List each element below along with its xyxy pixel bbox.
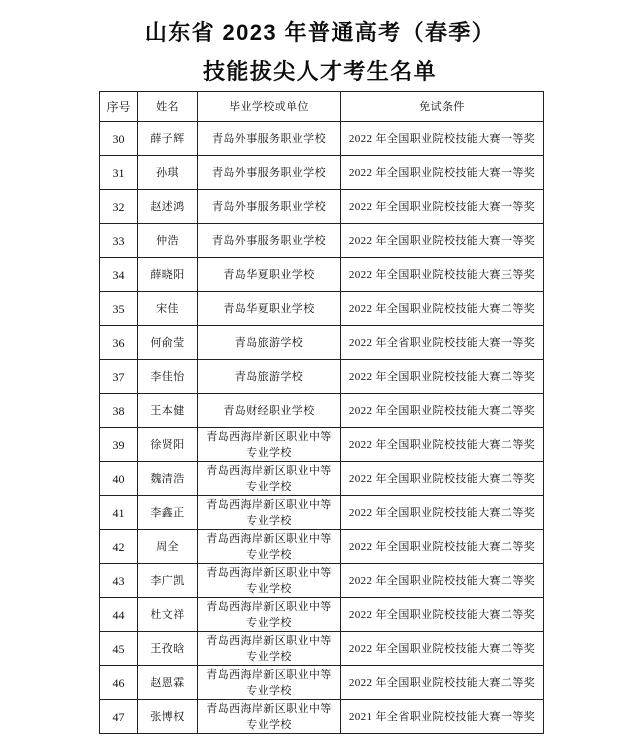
row-number-cell — [100, 156, 138, 190]
table-row — [100, 360, 544, 394]
table-row — [100, 530, 544, 564]
student-name: 宋佳 — [156, 302, 179, 315]
school-name-cell — [198, 632, 341, 666]
exemption-condition: 2022 年全国职业院校技能大赛二等奖 — [348, 506, 536, 519]
header-exemption-condition — [341, 92, 544, 122]
header-row-number — [100, 92, 138, 122]
school-name: 青岛西海岸新区职业中等专业学校 — [206, 634, 332, 663]
school-name-cell — [198, 326, 341, 360]
exemption-condition: 2022 年全国职业院校技能大赛一等奖 — [348, 166, 536, 179]
student-name-cell — [138, 394, 198, 428]
row-number: 45 — [112, 641, 125, 656]
row-number-cell — [100, 360, 138, 394]
exemption-condition: 2022 年全国职业院校技能大赛二等奖 — [348, 404, 536, 417]
table-row — [100, 700, 544, 734]
row-number-cell — [100, 564, 138, 598]
student-name: 赵述鸿 — [150, 200, 185, 213]
exemption-condition-cell — [341, 530, 544, 564]
student-name-cell — [138, 632, 198, 666]
student-name-cell — [138, 428, 198, 462]
table-body — [100, 122, 544, 734]
table-row — [100, 632, 544, 666]
school-name: 青岛外事服务职业学校 — [212, 234, 326, 247]
school-name-cell — [198, 156, 341, 190]
table-row — [100, 156, 544, 190]
table-header-row — [100, 92, 544, 122]
exemption-condition-cell — [341, 666, 544, 700]
row-number-cell — [100, 598, 138, 632]
exemption-condition-cell — [341, 496, 544, 530]
student-name-cell — [138, 598, 198, 632]
table-row — [100, 292, 544, 326]
document-title-line-1: 山东省 2023 年普通高考（春季） — [144, 20, 496, 45]
row-number-cell — [100, 700, 138, 734]
exemption-condition: 2021 年全省职业院校技能大赛一等奖 — [348, 710, 536, 723]
table-row — [100, 122, 544, 156]
school-name-cell — [198, 360, 341, 394]
school-name: 青岛西海岸新区职业中等专业学校 — [206, 702, 332, 731]
student-name: 何俞莹 — [150, 336, 185, 349]
exemption-condition: 2022 年全国职业院校技能大赛一等奖 — [348, 200, 536, 213]
table-row — [100, 394, 544, 428]
exemption-condition-cell — [341, 632, 544, 666]
exemption-condition: 2022 年全国职业院校技能大赛一等奖 — [348, 132, 536, 145]
exemption-condition-cell — [341, 292, 544, 326]
student-name: 薛子辉 — [150, 132, 185, 145]
school-name-cell — [198, 496, 341, 530]
table-row — [100, 598, 544, 632]
school-name-cell — [198, 190, 341, 224]
student-name: 魏清浩 — [150, 472, 185, 485]
exemption-condition: 2022 年全国职业院校技能大赛三等奖 — [348, 268, 536, 281]
school-name: 青岛外事服务职业学校 — [212, 132, 326, 145]
row-number-cell — [100, 462, 138, 496]
table-row — [100, 564, 544, 598]
row-number-cell — [100, 496, 138, 530]
exemption-condition-cell — [341, 462, 544, 496]
document-title-line-2: 技能拔尖人才考生名单 — [202, 59, 437, 84]
student-name: 王孜晗 — [150, 642, 185, 655]
header-exemption-condition-label: 免试条件 — [419, 100, 465, 113]
student-name-cell — [138, 122, 198, 156]
student-name: 李鑫正 — [150, 506, 185, 519]
table-row — [100, 326, 544, 360]
table-row — [100, 666, 544, 700]
row-number-cell — [100, 666, 138, 700]
row-number: 40 — [112, 471, 125, 486]
row-number: 43 — [112, 573, 125, 588]
row-number-cell — [100, 530, 138, 564]
student-name-cell — [138, 496, 198, 530]
header-row-number-label: 序号 — [106, 99, 131, 114]
student-name-cell — [138, 224, 198, 258]
student-name-cell — [138, 462, 198, 496]
exemption-condition-cell — [341, 326, 544, 360]
student-name: 徐贤阳 — [150, 438, 185, 451]
header-school-name — [198, 92, 341, 122]
school-name-cell — [198, 122, 341, 156]
school-name: 青岛西海岸新区职业中等专业学校 — [206, 430, 332, 459]
school-name: 青岛外事服务职业学校 — [212, 166, 326, 179]
row-number: 44 — [112, 607, 125, 622]
table-row — [100, 224, 544, 258]
row-number: 32 — [112, 199, 125, 214]
row-number: 37 — [112, 369, 125, 384]
school-name: 青岛华夏职业学校 — [223, 302, 315, 315]
school-name: 青岛西海岸新区职业中等专业学校 — [206, 668, 332, 697]
table-row — [100, 190, 544, 224]
school-name: 青岛华夏职业学校 — [223, 268, 315, 281]
table-row — [100, 428, 544, 462]
row-number: 35 — [112, 301, 125, 316]
header-student-name — [138, 92, 198, 122]
school-name: 青岛旅游学校 — [234, 336, 304, 349]
student-name: 薛晓阳 — [150, 268, 185, 281]
row-number-cell — [100, 326, 138, 360]
student-name-cell — [138, 700, 198, 734]
school-name-cell — [198, 598, 341, 632]
header-student-name-label: 姓名 — [156, 100, 179, 113]
row-number: 46 — [112, 675, 125, 690]
exemption-condition-cell — [341, 360, 544, 394]
school-name: 青岛西海岸新区职业中等专业学校 — [206, 566, 332, 595]
school-name: 青岛西海岸新区职业中等专业学校 — [206, 464, 332, 493]
student-name-cell — [138, 326, 198, 360]
exemption-condition-cell — [341, 564, 544, 598]
row-number: 34 — [112, 267, 125, 282]
exemption-condition: 2022 年全国职业院校技能大赛二等奖 — [348, 302, 536, 315]
exemption-condition-cell — [341, 598, 544, 632]
exemption-condition: 2022 年全国职业院校技能大赛二等奖 — [348, 574, 536, 587]
student-name: 张博权 — [150, 710, 185, 723]
row-number-cell — [100, 292, 138, 326]
school-name: 青岛外事服务职业学校 — [212, 200, 326, 213]
school-name-cell — [198, 700, 341, 734]
exemption-condition: 2022 年全国职业院校技能大赛一等奖 — [348, 234, 536, 247]
school-name: 青岛西海岸新区职业中等专业学校 — [206, 532, 332, 561]
school-name: 青岛财经职业学校 — [223, 404, 315, 417]
exemption-condition: 2022 年全国职业院校技能大赛二等奖 — [348, 438, 536, 451]
exemption-condition-cell — [341, 700, 544, 734]
student-name: 杜文祥 — [150, 608, 185, 621]
school-name-cell — [198, 224, 341, 258]
school-name-cell — [198, 292, 341, 326]
student-name: 周全 — [156, 540, 179, 553]
student-name-cell — [138, 360, 198, 394]
exemption-condition-cell — [341, 224, 544, 258]
exemption-condition: 2022 年全国职业院校技能大赛二等奖 — [348, 676, 536, 689]
table-row — [100, 462, 544, 496]
exemption-condition: 2022 年全国职业院校技能大赛二等奖 — [348, 608, 536, 621]
exemption-condition-cell — [341, 190, 544, 224]
row-number: 31 — [112, 165, 125, 180]
student-name-cell — [138, 666, 198, 700]
school-name-cell — [198, 666, 341, 700]
student-name-cell — [138, 292, 198, 326]
student-name-cell — [138, 156, 198, 190]
school-name-cell — [198, 462, 341, 496]
exemption-condition-cell — [341, 394, 544, 428]
row-number-cell — [100, 258, 138, 292]
exemption-condition: 2022 年全国职业院校技能大赛二等奖 — [348, 370, 536, 383]
row-number: 36 — [112, 335, 125, 350]
student-name: 仲浩 — [156, 234, 179, 247]
row-number: 42 — [112, 539, 125, 554]
candidate-table — [99, 91, 544, 734]
row-number: 33 — [112, 233, 125, 248]
school-name-cell — [198, 394, 341, 428]
row-number: 41 — [112, 505, 125, 520]
student-name: 王本健 — [150, 404, 185, 417]
student-name: 李广凯 — [150, 574, 185, 587]
school-name: 青岛西海岸新区职业中等专业学校 — [206, 498, 332, 527]
row-number-cell — [100, 122, 138, 156]
row-number-cell — [100, 632, 138, 666]
exemption-condition: 2022 年全国职业院校技能大赛二等奖 — [348, 540, 536, 553]
row-number-cell — [100, 224, 138, 258]
student-name-cell — [138, 530, 198, 564]
student-name: 孙琪 — [156, 166, 179, 179]
school-name-cell — [198, 530, 341, 564]
exemption-condition: 2022 年全国职业院校技能大赛二等奖 — [348, 642, 536, 655]
exemption-condition-cell — [341, 428, 544, 462]
row-number: 39 — [112, 437, 125, 452]
exemption-condition: 2022 年全国职业院校技能大赛二等奖 — [348, 472, 536, 485]
table-row — [100, 496, 544, 530]
student-name: 李佳怡 — [150, 370, 185, 383]
table-row — [100, 258, 544, 292]
row-number-cell — [100, 428, 138, 462]
exemption-condition-cell — [341, 258, 544, 292]
row-number-cell — [100, 190, 138, 224]
row-number: 47 — [112, 709, 125, 724]
school-name-cell — [198, 564, 341, 598]
school-name-cell — [198, 428, 341, 462]
student-name-cell — [138, 190, 198, 224]
school-name-cell — [198, 258, 341, 292]
student-name-cell — [138, 258, 198, 292]
row-number-cell — [100, 394, 138, 428]
header-school-name-label: 毕业学校或单位 — [229, 100, 309, 113]
row-number: 38 — [112, 403, 125, 418]
school-name: 青岛旅游学校 — [234, 370, 304, 383]
exemption-condition: 2022 年全省职业院校技能大赛一等奖 — [348, 336, 536, 349]
exemption-condition-cell — [341, 122, 544, 156]
exemption-condition-cell — [341, 156, 544, 190]
student-name: 赵恩霖 — [150, 676, 185, 689]
school-name: 青岛西海岸新区职业中等专业学校 — [206, 600, 332, 629]
student-name-cell — [138, 564, 198, 598]
row-number: 30 — [112, 131, 125, 146]
